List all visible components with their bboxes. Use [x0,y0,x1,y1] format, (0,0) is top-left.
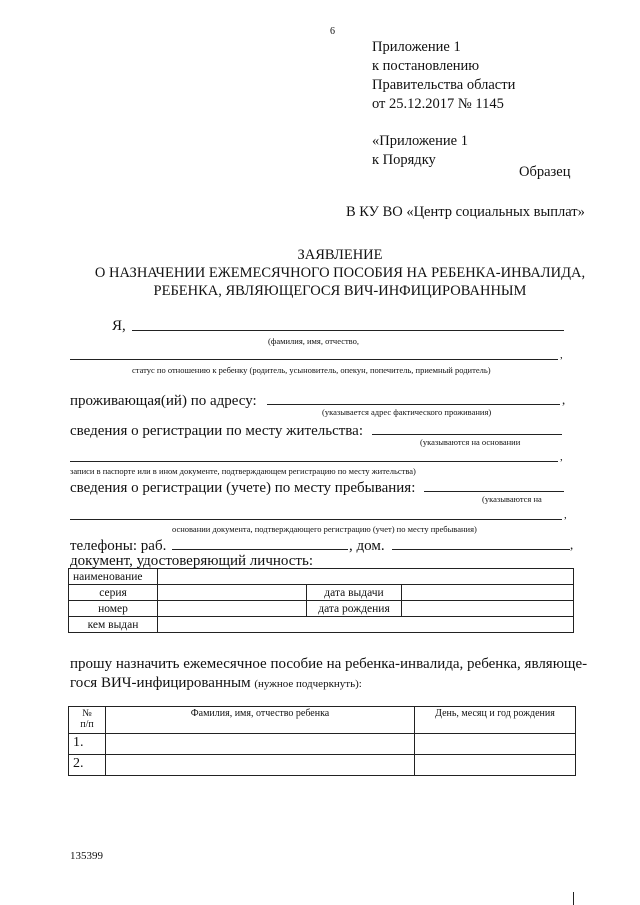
issue-date-cell[interactable] [402,585,574,601]
appendix-line: к Порядку [372,152,436,168]
stay-registration-field[interactable] [424,491,564,492]
birth-date-label: дата рождения [307,601,402,617]
table-row [69,617,574,633]
comma: , [564,509,567,521]
id-doc-label: документ, удостоверяющий личность: [70,553,313,569]
id-document-table [68,568,574,633]
child-name-cell[interactable] [106,734,415,755]
address-field[interactable] [267,404,560,405]
issued-by-cell[interactable] [158,617,574,633]
col-number-label-2: п/п [80,719,94,730]
table-row [69,585,574,601]
comma: , [570,537,574,552]
home-phone-label: , дом. [349,538,385,554]
request-hint: (нужное подчеркнуть): [254,678,362,690]
stay-hint-2: основании документа, подтверждающего регистрацию (учет) по месту пребывания) [172,524,477,534]
issued-by-label: кем выдан [69,617,158,633]
name-label: наименование [69,569,158,585]
child-name-cell[interactable] [106,755,415,776]
children-table [68,706,576,776]
request-line-2 [70,674,362,693]
fio-hint: (фамилия, имя, отчество, [268,336,360,346]
issue-date-label: дата выдачи [307,585,402,601]
table-row [69,755,576,776]
child-dob-cell[interactable] [415,734,576,755]
stay-hint: (указываются на [482,494,542,504]
appendix-line: «Приложение 1 [372,133,468,149]
table-row [69,569,574,585]
table-header-row [69,707,576,734]
table-row [69,601,574,617]
status-hint: статус по отношению к ребенку (родитель, усыновитель, опекун, попечитель, приемный родитель) [132,365,491,375]
address-hint: (указывается адрес фактического проживания) [322,407,492,417]
col-number-header [69,707,106,734]
comma: , [560,349,563,361]
addressee: В КУ ВО «Центр социальных выплат» [346,204,585,220]
name-cell[interactable] [158,569,574,585]
phones-label: телефоны: раб. [70,538,167,554]
comma: , [562,392,566,407]
fio-field[interactable] [132,330,564,331]
sample-label: Образец [519,164,571,180]
appendix-block [372,38,515,170]
ya-label: Я, [112,318,126,334]
registration-field[interactable] [372,434,562,435]
home-phone-field[interactable] [392,549,570,550]
col-dob-header: День, месяц и год рождения [415,707,576,734]
appendix-line: к постановлению [372,58,480,74]
child-dob-cell[interactable] [415,755,576,776]
col-name-header: Фамилия, имя, отчество ребенка [106,707,415,734]
footer-code: 135399 [70,850,103,862]
number-cell[interactable] [158,601,307,617]
page-number: 6 [330,26,335,37]
stay-registration-field-2[interactable] [70,519,562,520]
title-line: О НАЗНАЧЕНИИ ЕЖЕМЕСЯЧНОГО ПОСОБИЯ НА РЕБЕНКА-ИНВАЛИДА, [94,265,586,281]
row-number: 2. [69,755,106,776]
row-number: 1. [69,734,106,755]
work-phone-field[interactable] [172,549,348,550]
series-cell[interactable] [158,585,307,601]
document-title [40,246,640,300]
appendix-line: Приложение 1 [372,39,461,55]
appendix-line: Правительства области [372,77,516,93]
title-line: РЕБЕНКА, ЯВЛЯЮЩЕГОСЯ ВИЧ-ИНФИЦИРОВАННЫМ [153,283,527,299]
fio-status-field[interactable] [70,359,558,360]
appendix-line: от 25.12.2017 № 1145 [372,96,504,112]
registration-hint: (указываются на основании [420,437,521,447]
registration-hint-2: записи в паспорте или в ином документе, подтверждающем регистрацию по месту жительства) [70,466,416,476]
address-label: проживающая(ий) по адресу: [70,393,257,409]
request-text: гося ВИЧ-инфицированным [70,675,251,691]
scan-mark [573,892,574,905]
table-row [69,734,576,755]
title-line: ЗАЯВЛЕНИЕ [297,247,383,263]
col-number-label: № [82,708,92,719]
registration-label: сведения о регистрации по месту жительства: [70,423,363,439]
registration-field-2[interactable] [70,461,558,462]
series-label: серия [69,585,158,601]
stay-registration-label: сведения о регистрации (учете) по месту пребывания: [70,480,416,496]
comma: , [560,451,563,463]
birth-date-cell[interactable] [402,601,574,617]
number-label: номер [69,601,158,617]
request-line-1: прошу назначить ежемесячное пособие на ребенка-инвалида, ребенка, являюще- [70,656,588,672]
